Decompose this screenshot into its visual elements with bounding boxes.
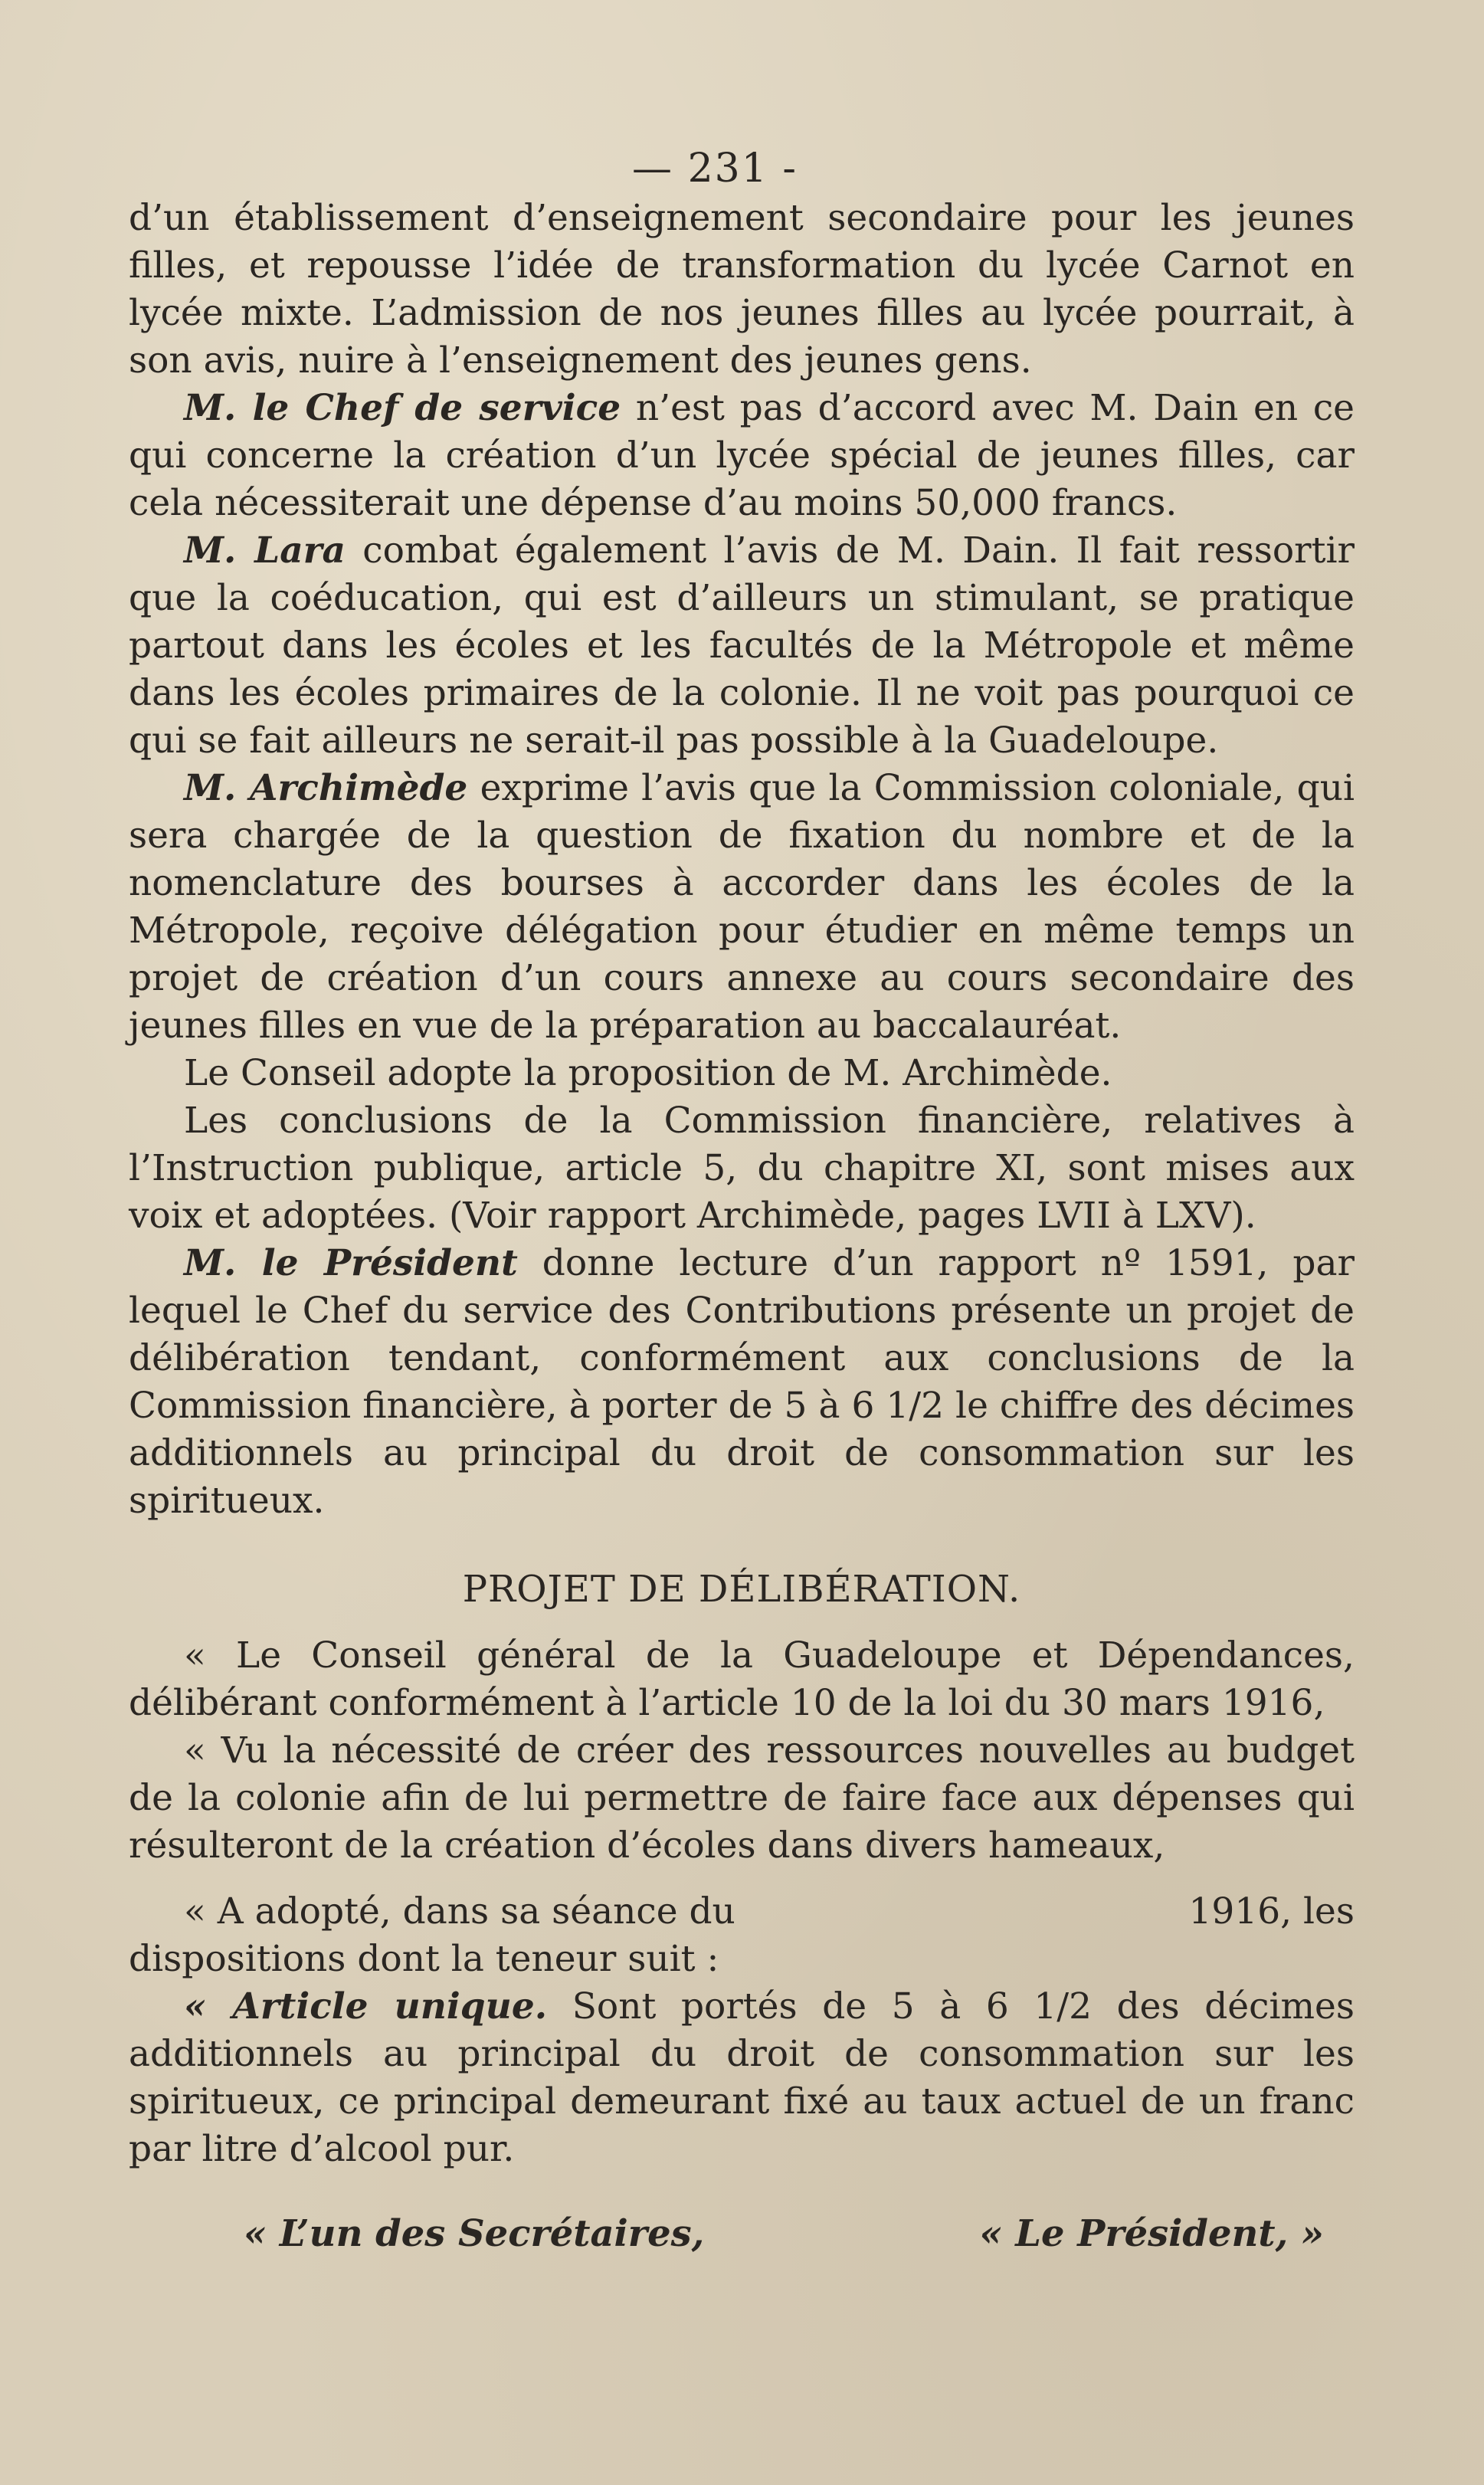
page-number: — 231 - xyxy=(632,146,798,192)
signature-president: « Le Président, » xyxy=(979,2212,1324,2255)
article-body: Sont portés de 5 à 6 1/2 des décimes additionnels au principal du droit de consommation sur les spiritueux, ce principal demeurant fixé au taux actuel de un franc par litre d’alcool pur. xyxy=(129,1985,1355,2170)
adopted-left: « A adopté, dans sa séance du xyxy=(184,1890,735,1933)
paragraph-body: combat également l’avis de M. Dain. Il fait ressortir que la coéducation, qui est d’ailleurs un stimulant, se pratique partout dans les écoles et les facultés de la Métropole et même dans les écoles primaires de la colonie. Il ne voit pas pourquoi ce qui se fait ailleurs ne serait-il pas possible à la Guadeloupe. xyxy=(129,529,1355,762)
speaker-name: M. Lara xyxy=(184,529,346,572)
speaker-name: M. le Chef de service xyxy=(184,387,621,429)
document-page xyxy=(129,146,1355,2257)
paragraph-body: exprime l’avis que la Commission coloniale, qui sera chargée de la question de fixation du nombre et de la nomenclature des bourses à accorder dans les écoles de la Métropole, reçoive délégation pour étudier en même temps un projet de création d’un cours annexe au cours secondaire des jeunes filles en vue de la préparation au baccalauréat. xyxy=(129,767,1355,1047)
paragraph-chef-de-service xyxy=(129,385,1355,527)
deliberation-title: PROJET DE DÉLIBÉRATION. xyxy=(462,1568,1021,1611)
paragraph-body: donne lecture d’un rapport nº 1591, par lequel le Chef du service des Contributions présente un projet de délibération tendant, conformément aux conclusions de la Commission financière, à porter de 5 à 6 1/2 le chiffre des décimes additionnels au principal du droit de consommation sur les spiritueux. xyxy=(129,1242,1355,1522)
signature-secretary: « L’un des Secrétaires, xyxy=(244,2212,705,2255)
adopted-rest: dispositions dont la teneur suit : xyxy=(129,1938,719,1980)
deliberation-considering: « Vu la nécessité de créer des ressources nouvelles au budget de la colonie afin de lui permettre de faire face aux dépenses qui résulteront de la création d’écoles dans divers hameaux, xyxy=(129,1729,1355,1867)
paragraph-body: n’est pas d’accord avec M. Dain en ce qui concerne la création d’un lycée spécial de jeunes filles, car cela nécessiterait une dépense d’au moins 50,000 francs. xyxy=(129,387,1355,524)
speaker-name: M. Archimède xyxy=(184,767,468,809)
deliberation-preamble: « Le Conseil général de la Guadeloupe et Dépendances, délibérant conformément à l’article 10 de la loi du 30 mars 1916, xyxy=(129,1634,1355,1724)
paragraph-conclusions: Les conclusions de la Commission financière, relatives à l’Instruction publique, article 5, du chapitre XI, sont mises aux voix et adoptées. (Voir rapport Archimède, pages LVII à LXV). xyxy=(129,1100,1355,1237)
article-label: « Article unique. xyxy=(184,1985,548,2028)
deliberation-adopted xyxy=(129,1888,1355,1983)
adopted-date-line xyxy=(129,1888,1355,1936)
paragraph-president xyxy=(129,1240,1355,1525)
minutes-text xyxy=(129,195,1355,1525)
paragraph-lara xyxy=(129,527,1355,765)
deliberation-article xyxy=(129,1983,1355,2173)
paragraph-conseil-adopte: Le Conseil adopte la proposition de M. Archimède. xyxy=(184,1052,1112,1094)
speaker-name: M. le Président xyxy=(184,1242,518,1284)
paragraph-archimede xyxy=(129,765,1355,1050)
paragraph-continuation: d’un établissement d’enseignement secondaire pour les jeunes filles, et repousse l’idée de transformation du lycée Carnot en lycée mixte. L’admission de nos jeunes filles au lycée pourrait, à son avis, nuire à l’enseignement des jeunes gens. xyxy=(129,197,1355,382)
deliberation-text xyxy=(129,1632,1355,2173)
signature-block xyxy=(129,2210,1355,2257)
adopted-right: 1916, les xyxy=(1188,1890,1355,1933)
